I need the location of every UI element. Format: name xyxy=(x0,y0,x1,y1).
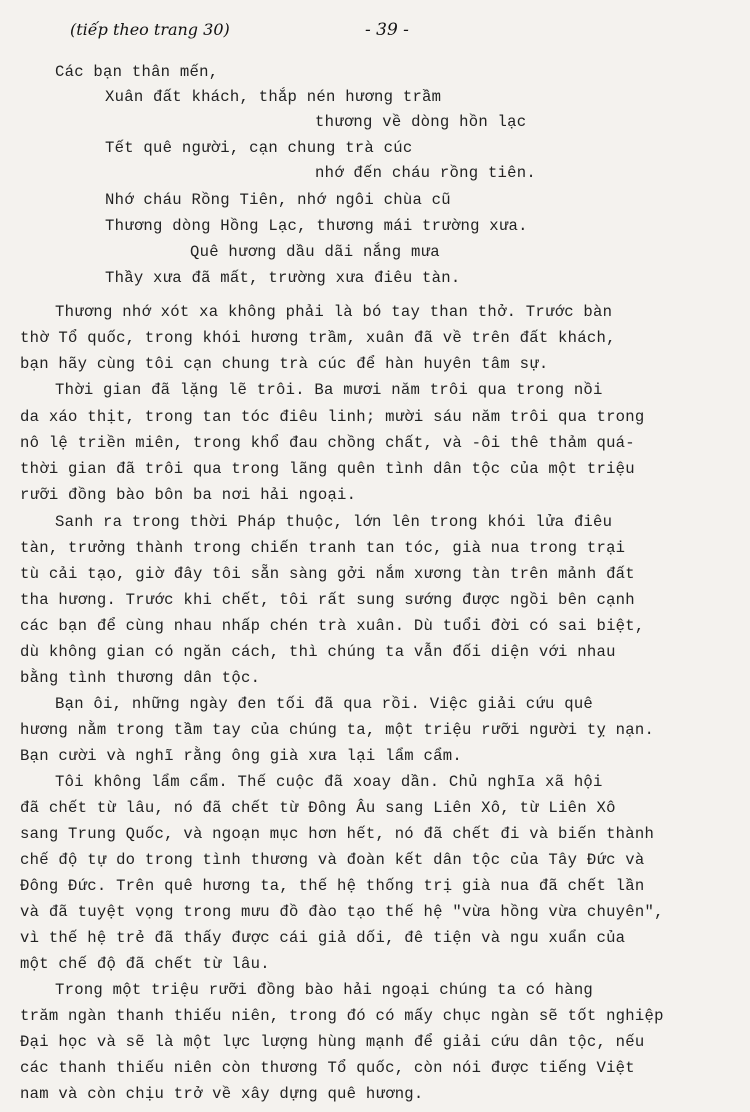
poem-line: Quê hương dầu dãi nắng mưa xyxy=(190,243,440,261)
poem-line: nhớ đến cháu rồng tiên. xyxy=(315,164,536,182)
handwritten-continuation-note: (tiếp theo trang 30) xyxy=(70,20,230,39)
body-line: Thương nhớ xót xa không phải là bó tay than thở. Trước bàn xyxy=(55,303,613,321)
body-line: và đã tuyệt vọng trong mưu đồ đào tạo thế hệ "vừa hồng vừa chuyên", xyxy=(20,903,664,921)
body-line: rưỡi đồng bào bôn ba nơi hải ngoại. xyxy=(20,486,357,504)
page-number: - 39 - xyxy=(365,20,409,40)
body-line: thờ Tổ quốc, trong khói hương trầm, xuân đã về trên đất khách, xyxy=(20,329,616,347)
body-line: Đại học và sẽ là một lực lượng hùng mạnh để giải cứu dân tộc, nếu xyxy=(20,1033,645,1051)
body-line: thời gian đã trôi qua trong lãng quên tình dân tộc của một triệu xyxy=(20,460,635,478)
body-line: chế độ tự do trong tình thương và đoàn kết dân tộc của Tây Đức và xyxy=(20,851,645,869)
body-line: dù không gian có ngăn cách, thì chúng ta vẫn đối diện với nhau xyxy=(20,643,616,661)
poem-line: Nhớ cháu Rồng Tiên, nhớ ngôi chùa cũ xyxy=(105,191,451,209)
body-line: các thanh thiếu niên còn thương Tổ quốc, còn nói được tiếng Việt xyxy=(20,1059,635,1077)
poem-line: Xuân đất khách, thắp nén hương trầm xyxy=(105,88,442,106)
body-line: sang Trung Quốc, và ngoạn mục hơn hết, nó đã chết đi và biến thành xyxy=(20,825,655,843)
body-line: vì thế hệ trẻ đã thấy được cái giả dối, đê tiện và ngu xuẩn của xyxy=(20,929,626,947)
body-line: một chế độ đã chết từ lâu. xyxy=(20,955,270,973)
poem-line: Thương dòng Hồng Lạc, thương mái trường xưa. xyxy=(105,217,528,235)
body-line: nô lệ triền miên, trong khổ đau chồng chất, và -ôi thê thảm quá- xyxy=(20,434,635,452)
poem-line: Thầy xưa đã mất, trường xưa điêu tàn. xyxy=(105,269,461,287)
body-line: Đông Đức. Trên quê hương ta, thế hệ thống trị già nua đã chết lần xyxy=(20,877,645,895)
body-line: Bạn ôi, những ngày đen tối đã qua rồi. Việc giải cứu quê xyxy=(55,695,594,713)
body-line: nam và còn chịu trở về xây dựng quê hương. xyxy=(20,1085,424,1103)
poem-line: thương về dòng hồn lạc xyxy=(315,113,527,131)
body-line: Trong một triệu rưỡi đồng bào hải ngoại chúng ta có hàng xyxy=(55,981,594,999)
body-line: bạn hãy cùng tôi cạn chung trà cúc để hàn huyên tâm sự. xyxy=(20,355,549,373)
body-line: bằng tình thương dân tộc. xyxy=(20,669,261,687)
body-line: Tôi không lẩm cẩm. Thế cuộc đã xoay dần. Chủ nghĩa xã hội xyxy=(55,773,603,791)
body-line: Bạn cười và nghĩ rằng ông già xưa lại lẩm cẩm. xyxy=(20,747,462,765)
body-line: tù cải tạo, giờ đây tôi sẵn sàng gởi nắm xương tàn trên mảnh đất xyxy=(20,565,635,583)
body-line: Sanh ra trong thời Pháp thuộc, lớn lên trong khói lửa điêu xyxy=(55,513,613,531)
body-line: trăm ngàn thanh thiếu niên, trong đó có mấy chục ngàn sẽ tốt nghiệp xyxy=(20,1007,664,1025)
body-line: da xáo thịt, trong tan tóc điêu linh; mười sáu năm trôi qua trong xyxy=(20,408,645,426)
body-line: các bạn để cùng nhau nhấp chén trà xuân. Dù tuổi đời có sai biệt, xyxy=(20,617,645,635)
body-line: tha hương. Trước khi chết, tôi rất sung sướng được ngồi bên cạnh xyxy=(20,591,635,609)
body-line: đã chết từ lâu, nó đã chết từ Đông Âu sang Liên Xô, từ Liên Xô xyxy=(20,799,616,817)
body-line: hương nằm trong tầm tay của chúng ta, một triệu rưỡi người tỵ nạn. xyxy=(20,721,655,739)
poem-line: Tết quê người, cạn chung trà cúc xyxy=(105,139,413,157)
body-line: tàn, trưởng thành trong chiến tranh tan tóc, già nua trong trại xyxy=(20,539,626,557)
body-line: Thời gian đã lặng lẽ trôi. Ba mươi năm trôi qua trong nồi xyxy=(55,381,603,399)
poem-line: Các bạn thân mến, xyxy=(55,63,219,81)
